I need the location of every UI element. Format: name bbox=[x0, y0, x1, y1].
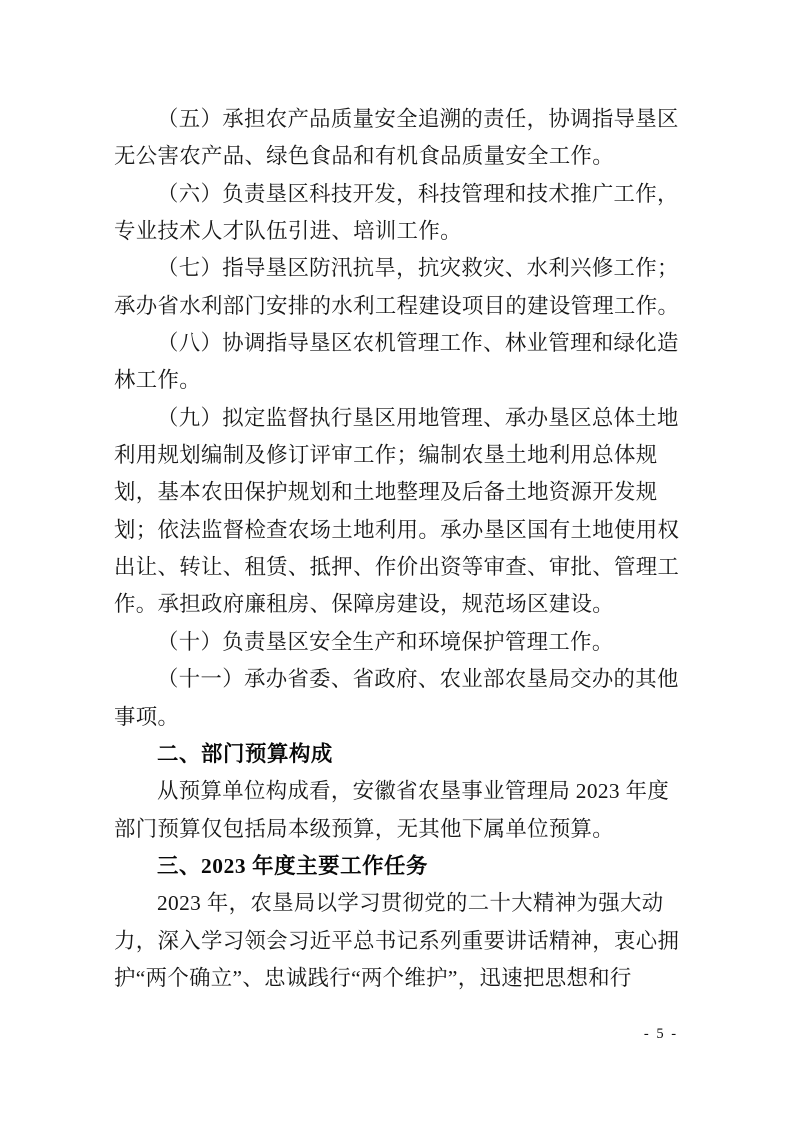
doc-line: 部门预算仅包括局本级预算，无其他下属单位预算。 bbox=[114, 816, 615, 841]
doc-line: （五）承担农产品质量安全追溯的责任，协调指导垦区 bbox=[157, 107, 679, 131]
doc-line: （九）拟定监督执行垦区用地管理、承办垦区总体土地 bbox=[157, 405, 679, 430]
doc-line: 从预算单位构成看，安徽省农垦事业管理局 2023 年度 bbox=[157, 779, 670, 804]
doc-line: （八）协调指导垦区农机管理工作、林业管理和绿化造 bbox=[157, 331, 679, 356]
doc-line: 事项。 bbox=[114, 704, 180, 729]
doc-line: （六）负责垦区科技开发，科技管理和技术推广工作， bbox=[157, 181, 679, 206]
doc-line: 2023 年，农垦局以学习贯彻党的二十大精神为强大动 bbox=[157, 891, 664, 916]
doc-line: 力，深入学习领会习近平总书记系列重要讲话精神，衷心拥 bbox=[114, 928, 680, 953]
doc-line: （十）负责垦区安全生产和环境保护管理工作。 bbox=[157, 629, 614, 654]
doc-line: 护“两个确立”、忠诚践行“两个维护”，迅速把思想和行 bbox=[114, 965, 632, 990]
doc-line: 林工作。 bbox=[114, 368, 201, 393]
doc-line: 划，基本农田保护规划和土地整理及后备土地资源开发规 bbox=[114, 480, 658, 505]
section-heading-2023-main-tasks: 三、2023 年度主要工作任务 bbox=[157, 853, 429, 878]
doc-line: 利用规划编制及修订评审工作；编制农垦土地利用总体规 bbox=[114, 443, 658, 468]
doc-line: 承办省水利部门安排的水利工程建设项目的建设管理工作。 bbox=[114, 293, 680, 318]
doc-line: （十一）承办省委、省政府、农业部农垦局交办的其他 bbox=[157, 667, 679, 692]
doc-line: 专业技术人才队伍引进、培训工作。 bbox=[114, 219, 462, 244]
document-text-block bbox=[114, 101, 684, 997]
doc-line: 划；依法监督检查农场土地利用。承办垦区国有土地使用权 bbox=[114, 517, 680, 542]
doc-line: 作。承担政府廉租房、保障房建设，规范场区建设。 bbox=[114, 592, 615, 617]
doc-line: 出让、转让、租赁、抵押、作价出资等审查、审批、管理工 bbox=[114, 555, 680, 580]
doc-line: 无公害农产品、绿色食品和有机食品质量安全工作。 bbox=[114, 144, 615, 169]
doc-line: （七）指导垦区防汛抗旱，抗灾救灾、水利兴修工作； bbox=[157, 256, 679, 281]
page-number: - 5 - bbox=[643, 1026, 679, 1042]
section-heading-budget-composition: 二、部门预算构成 bbox=[157, 741, 333, 766]
